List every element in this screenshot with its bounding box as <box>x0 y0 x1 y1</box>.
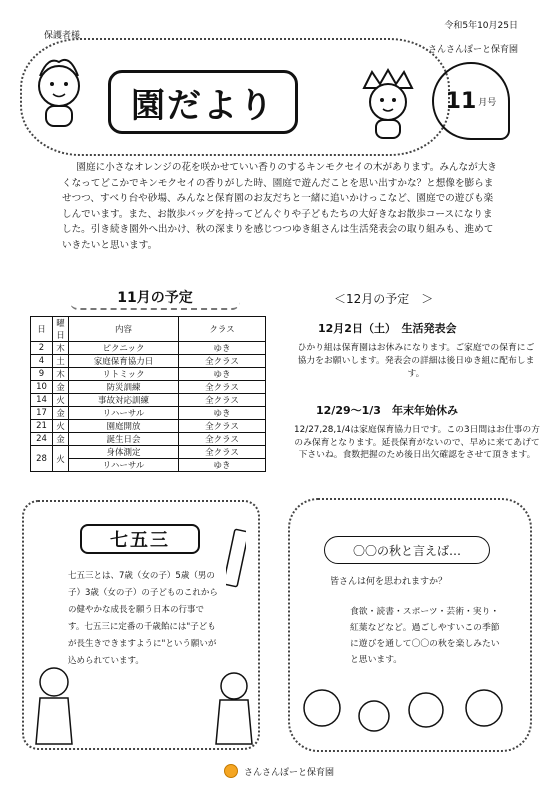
table-header-row <box>31 317 266 342</box>
table-row <box>31 446 266 459</box>
row-weekday: 金 <box>53 433 69 446</box>
shichigosan-text: 七五三とは、7歳（女の子）5歳（男の子）3歳（女の子）の子どものこれからの健やかな成長を願う日本の行事です。七五三に定番の千歳飴には"子どもが長生きできますように"という願いが込められています。 <box>68 571 218 666</box>
december-event-holiday: 12/29～1/3 年末年始休み <box>316 404 458 417</box>
animal-friends-illustration <box>298 682 522 746</box>
issue-date: 令和5年10月25日 <box>444 21 518 31</box>
table-row <box>31 433 266 446</box>
footer-school-name: さんさんぽーと保育園 <box>243 767 334 778</box>
child-mascot-right-illustration <box>356 66 420 144</box>
row-weekday: 火 <box>53 446 69 472</box>
table-row <box>31 355 266 368</box>
december-event-recital: 12月2日（土） 生活発表会 <box>318 322 457 335</box>
header-day: 日 <box>31 317 53 342</box>
row-weekday: 火 <box>53 394 69 407</box>
newsletter-title: 園だより <box>108 70 298 134</box>
row-class: 全クラス <box>179 381 266 394</box>
row-day: 17 <box>31 407 53 420</box>
child-mascot-left-illustration <box>28 52 90 132</box>
december-holiday-note: 12/27,28,1/4は家庭保育協力日です。この3日間はお仕事の方のみ保育となります。延長保育がないので、早めに来てあげて下さいね。食数把握のため後日出欠確認をさせて頂きます。 <box>294 425 540 460</box>
issue-number: 11 <box>445 88 477 114</box>
intro-paragraph: 園庭に小さなオレンジの花を咲かせていい香りのするキンモクセイの木があります。みんなが大きくなってどこかでキンモクセイの香りがした時、園庭で遊んだことを思い出すかな？と想像を膨らませつつ、すべり台や砂場、みんなと保育園のお友だちと一緒に追いかけっこなど、園庭での遊びも楽しんでいます。また、お散歩バッグを持ってどんぐりや子どもたちの大好きなお散歩コースになりました。引き続き園外へ出かけ、秋の深まりを感じつつゆき組さんは生活発表会の取り組みも、進めていきたいと思います。 <box>62 162 497 251</box>
row-content: 防災訓練 <box>69 381 179 394</box>
november-schedule-title: 11月の予定 <box>70 286 240 310</box>
row-content: ピクニック <box>69 342 179 355</box>
row-content: 身体測定 <box>69 446 179 459</box>
row-class: 全クラス <box>179 394 266 407</box>
december-recital-note: ひかり組は保育園はお休みになります。ご家庭での保育にご協力をお願いします。発表会の詳細は後日ゆき組に配布します。 <box>297 343 535 379</box>
row-weekday: 木 <box>53 342 69 355</box>
row-weekday: 木 <box>53 368 69 381</box>
row-weekday: 土 <box>53 355 69 368</box>
row-weekday: 金 <box>53 407 69 420</box>
row-content: リハーサル <box>69 407 179 420</box>
row-day: 24 <box>31 433 53 446</box>
issue-unit: 月号 <box>478 97 497 108</box>
footer <box>0 764 558 778</box>
autumn-question: 皆さんは何を思われますか？ <box>330 577 448 587</box>
row-weekday: 金 <box>53 381 69 394</box>
header-weekday: 曜日 <box>53 317 69 342</box>
november-schedule-table <box>30 316 266 472</box>
row-content: 誕生日会 <box>69 433 179 446</box>
row-class: 全クラス <box>179 420 266 433</box>
row-day: 10 <box>31 381 53 394</box>
issue-leaf-badge <box>432 62 510 140</box>
row-day: 28 <box>31 446 53 472</box>
table-row <box>31 342 266 355</box>
addressee: 保護者様 <box>44 31 81 41</box>
row-content: 園庭開放 <box>69 420 179 433</box>
autumn-title: 〇〇の秋と言えば… <box>324 536 490 564</box>
row-class: ゆき <box>179 459 266 472</box>
row-day: 21 <box>31 420 53 433</box>
row-content: 家庭保育協力日 <box>69 355 179 368</box>
table-row <box>31 368 266 381</box>
header-content: 内容 <box>69 317 179 342</box>
row-class: 全クラス <box>179 446 266 459</box>
school-name: さんさんぽーと保育園 <box>427 45 518 55</box>
row-day: 4 <box>31 355 53 368</box>
school-logo-icon <box>224 764 238 778</box>
row-class: ゆき <box>179 342 266 355</box>
kimono-children-illustration <box>26 660 256 746</box>
table-row <box>31 381 266 394</box>
row-content: リトミック <box>69 368 179 381</box>
row-day: 14 <box>31 394 53 407</box>
table-row <box>31 407 266 420</box>
table-row <box>31 394 266 407</box>
row-content: リハーサル <box>69 459 179 472</box>
row-content: 事故対応訓練 <box>69 394 179 407</box>
chitose-ame-candy-icon <box>226 528 246 588</box>
autumn-body: 食欲・読書・スポーツ・芸術・実り・紅葉などなど。過ごしやすいこの季節に遊びを通して〇〇の秋を楽しみたいと思います。 <box>350 607 500 665</box>
row-class: ゆき <box>179 407 266 420</box>
shichigosan-title: 七五三 <box>80 524 200 554</box>
row-day: 2 <box>31 342 53 355</box>
table-row <box>31 420 266 433</box>
december-schedule-title: ＜12月の予定 ＞ <box>334 292 434 306</box>
row-weekday: 火 <box>53 420 69 433</box>
header-class: クラス <box>179 317 266 342</box>
november-table-body <box>31 342 266 472</box>
row-class: 全クラス <box>179 433 266 446</box>
row-day: 9 <box>31 368 53 381</box>
row-class: ゆき <box>179 368 266 381</box>
row-class: 全クラス <box>179 355 266 368</box>
